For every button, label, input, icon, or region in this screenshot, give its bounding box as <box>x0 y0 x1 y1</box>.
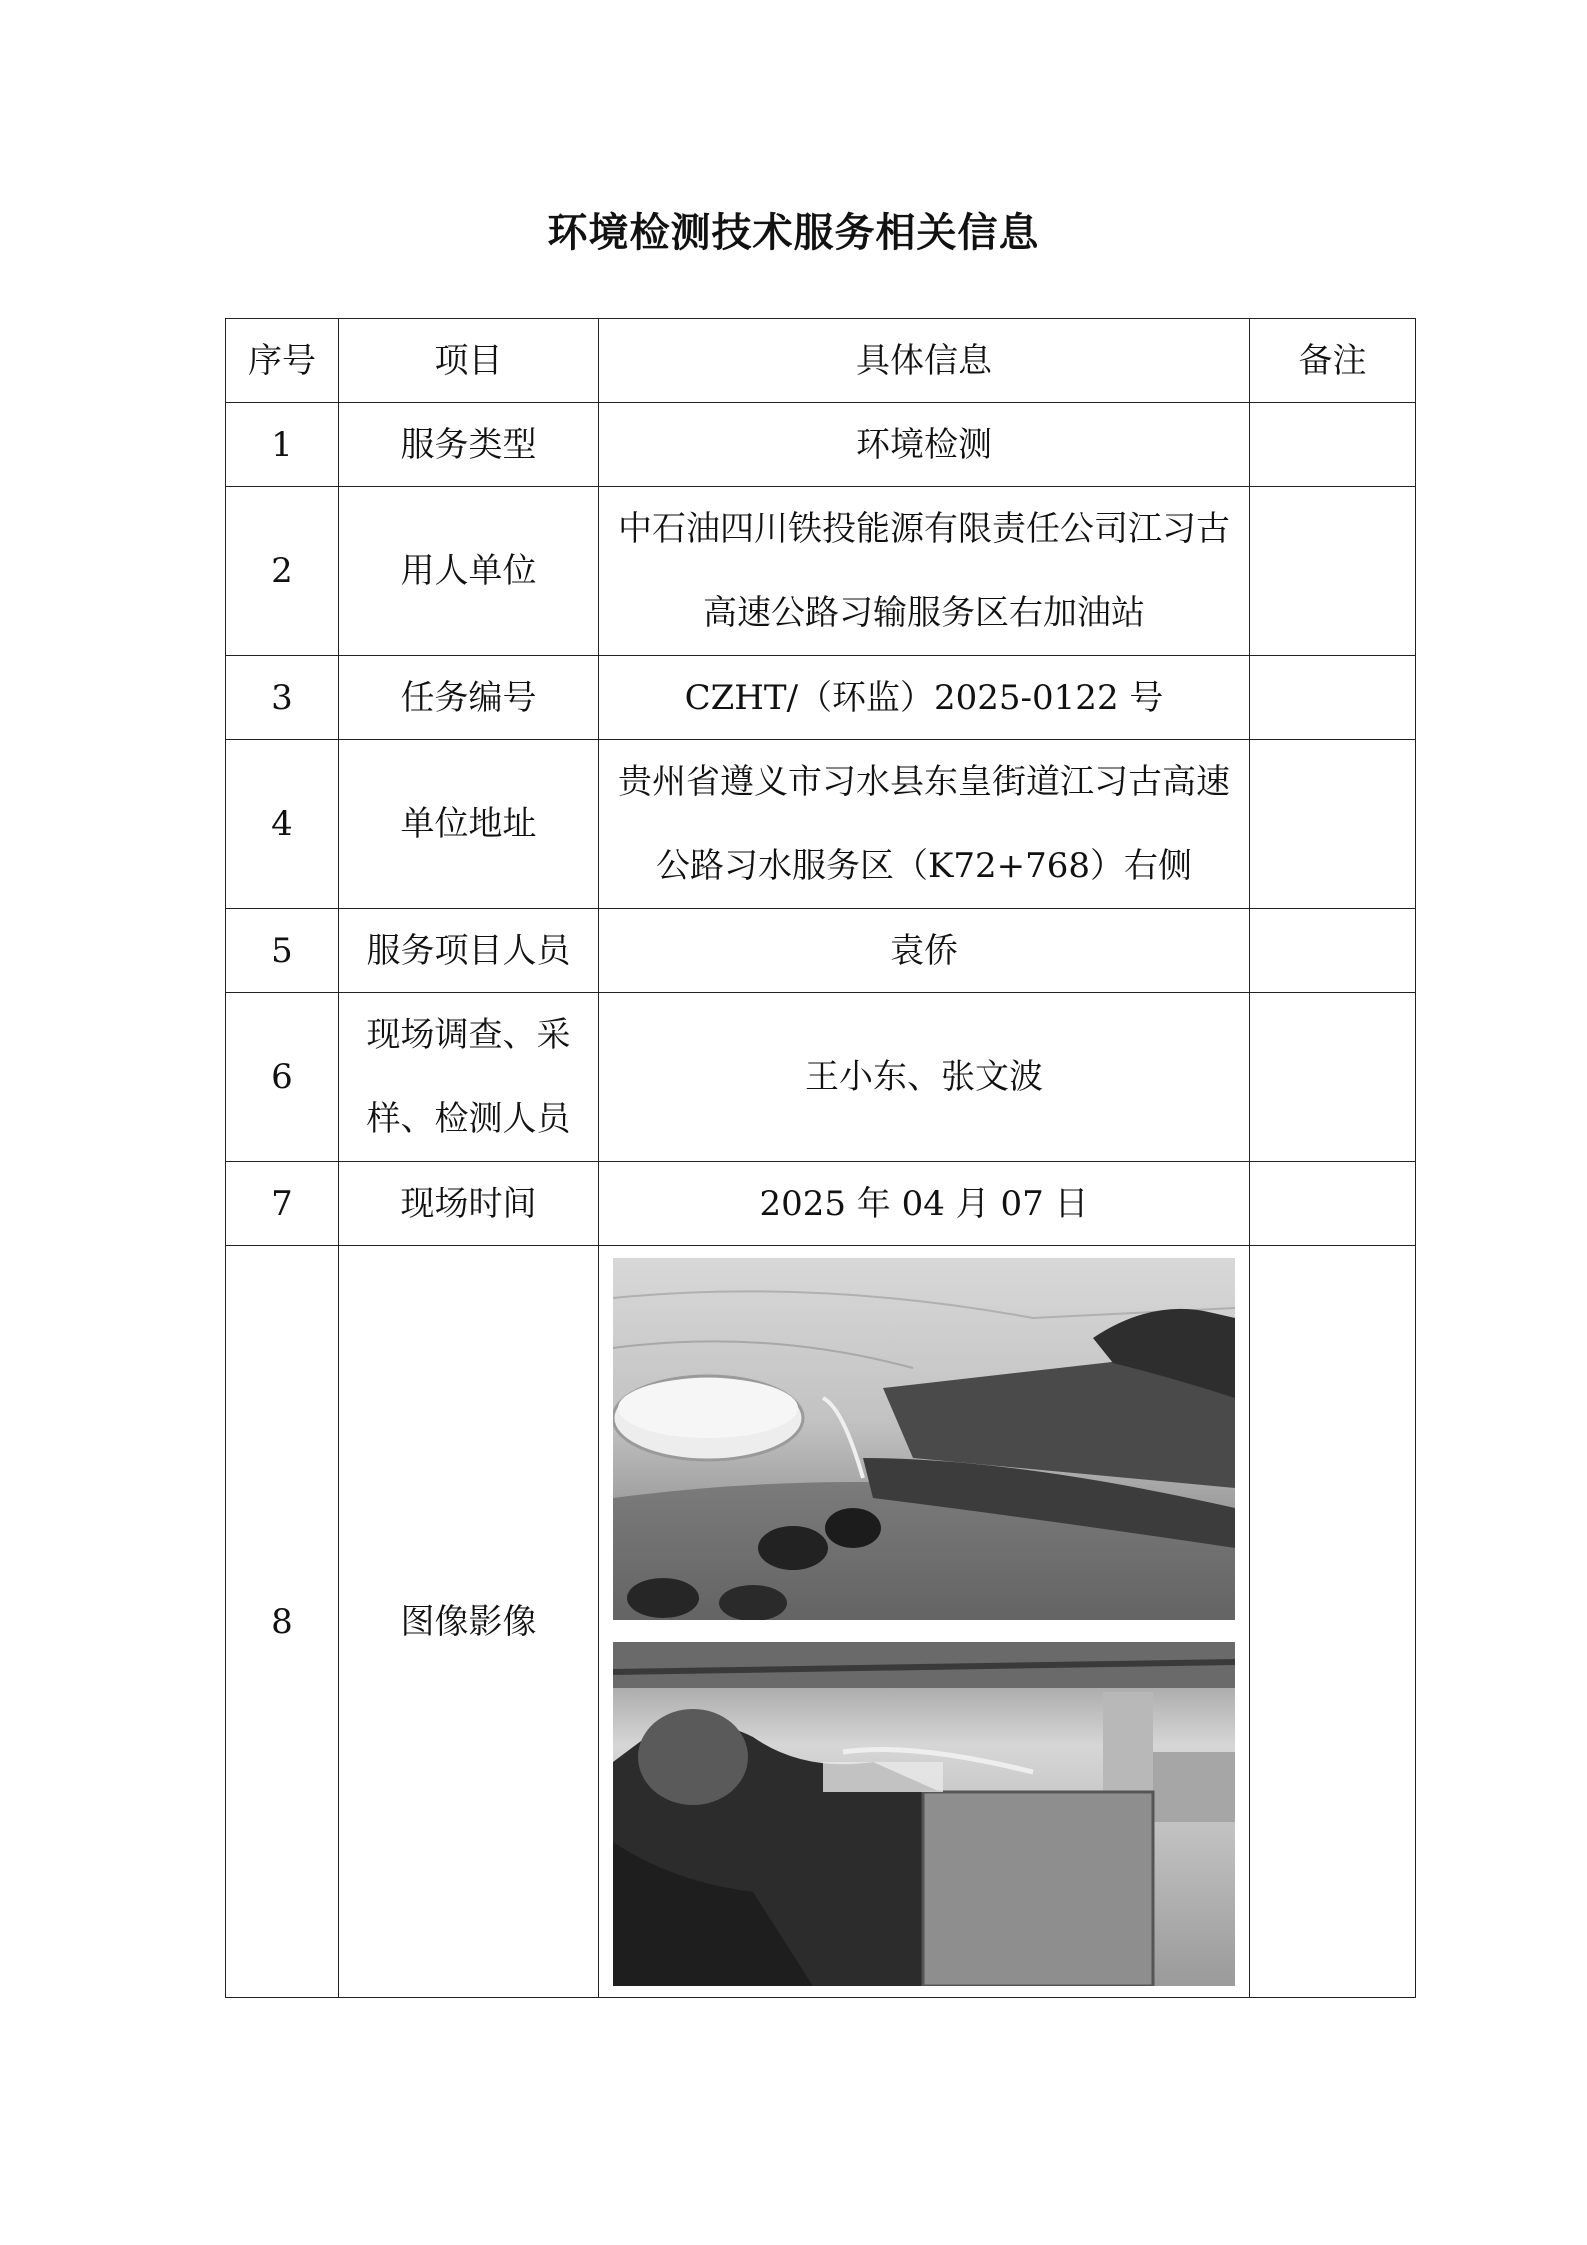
row-detail: 2025 年 04 月 07 日 <box>599 1162 1250 1246</box>
info-table <box>225 318 1416 1998</box>
row-detail: 中石油四川铁投能源有限责任公司江习古高速公路习输服务区右加油站 <box>599 487 1250 656</box>
row-note <box>1250 909 1416 993</box>
field-testing-photo <box>613 1642 1235 1986</box>
row-item: 图像影像 <box>339 1246 599 1998</box>
row-item: 服务类型 <box>339 403 599 487</box>
header-seq: 序号 <box>226 319 339 403</box>
row-detail: CZHT/（环监）2025-0122 号 <box>599 656 1250 740</box>
header-item: 项目 <box>339 319 599 403</box>
row-note <box>1250 1162 1416 1246</box>
testing-photo-image <box>613 1642 1235 1986</box>
row-seq: 2 <box>226 487 339 656</box>
row-seq: 4 <box>226 740 339 909</box>
row-detail: 王小东、张文波 <box>599 993 1250 1162</box>
header-note: 备注 <box>1250 319 1416 403</box>
photo-cell <box>599 1246 1250 1998</box>
page-title: 环境检测技术服务相关信息 <box>547 209 1040 256</box>
row-seq: 6 <box>226 993 339 1162</box>
header-detail: 具体信息 <box>599 319 1250 403</box>
table-row <box>226 487 1416 656</box>
row-item: 用人单位 <box>339 487 599 656</box>
table-row <box>226 1246 1416 1998</box>
table-row <box>226 1162 1416 1246</box>
row-seq: 1 <box>226 403 339 487</box>
row-seq: 8 <box>226 1246 339 1998</box>
row-note <box>1250 656 1416 740</box>
row-item: 任务编号 <box>339 656 599 740</box>
table-row <box>226 740 1416 909</box>
field-sampling-photo <box>613 1258 1235 1620</box>
row-detail: 贵州省遵义市习水县东皇街道江习古高速公路习水服务区（K72+768）右侧 <box>599 740 1250 909</box>
row-item: 现场时间 <box>339 1162 599 1246</box>
table-row <box>226 656 1416 740</box>
table-header-row <box>226 319 1416 403</box>
row-item: 单位地址 <box>339 740 599 909</box>
row-note <box>1250 1246 1416 1998</box>
row-seq: 3 <box>226 656 339 740</box>
table-row <box>226 909 1416 993</box>
table-row <box>226 403 1416 487</box>
row-note <box>1250 487 1416 656</box>
row-item: 现场调查、采样、检测人员 <box>339 993 599 1162</box>
row-note <box>1250 740 1416 909</box>
row-seq: 7 <box>226 1162 339 1246</box>
row-note <box>1250 993 1416 1162</box>
row-item: 服务项目人员 <box>339 909 599 993</box>
row-seq: 5 <box>226 909 339 993</box>
row-detail: 环境检测 <box>599 403 1250 487</box>
table-row <box>226 993 1416 1162</box>
row-detail: 袁侨 <box>599 909 1250 993</box>
row-note <box>1250 403 1416 487</box>
sampling-photo-image <box>613 1258 1235 1620</box>
